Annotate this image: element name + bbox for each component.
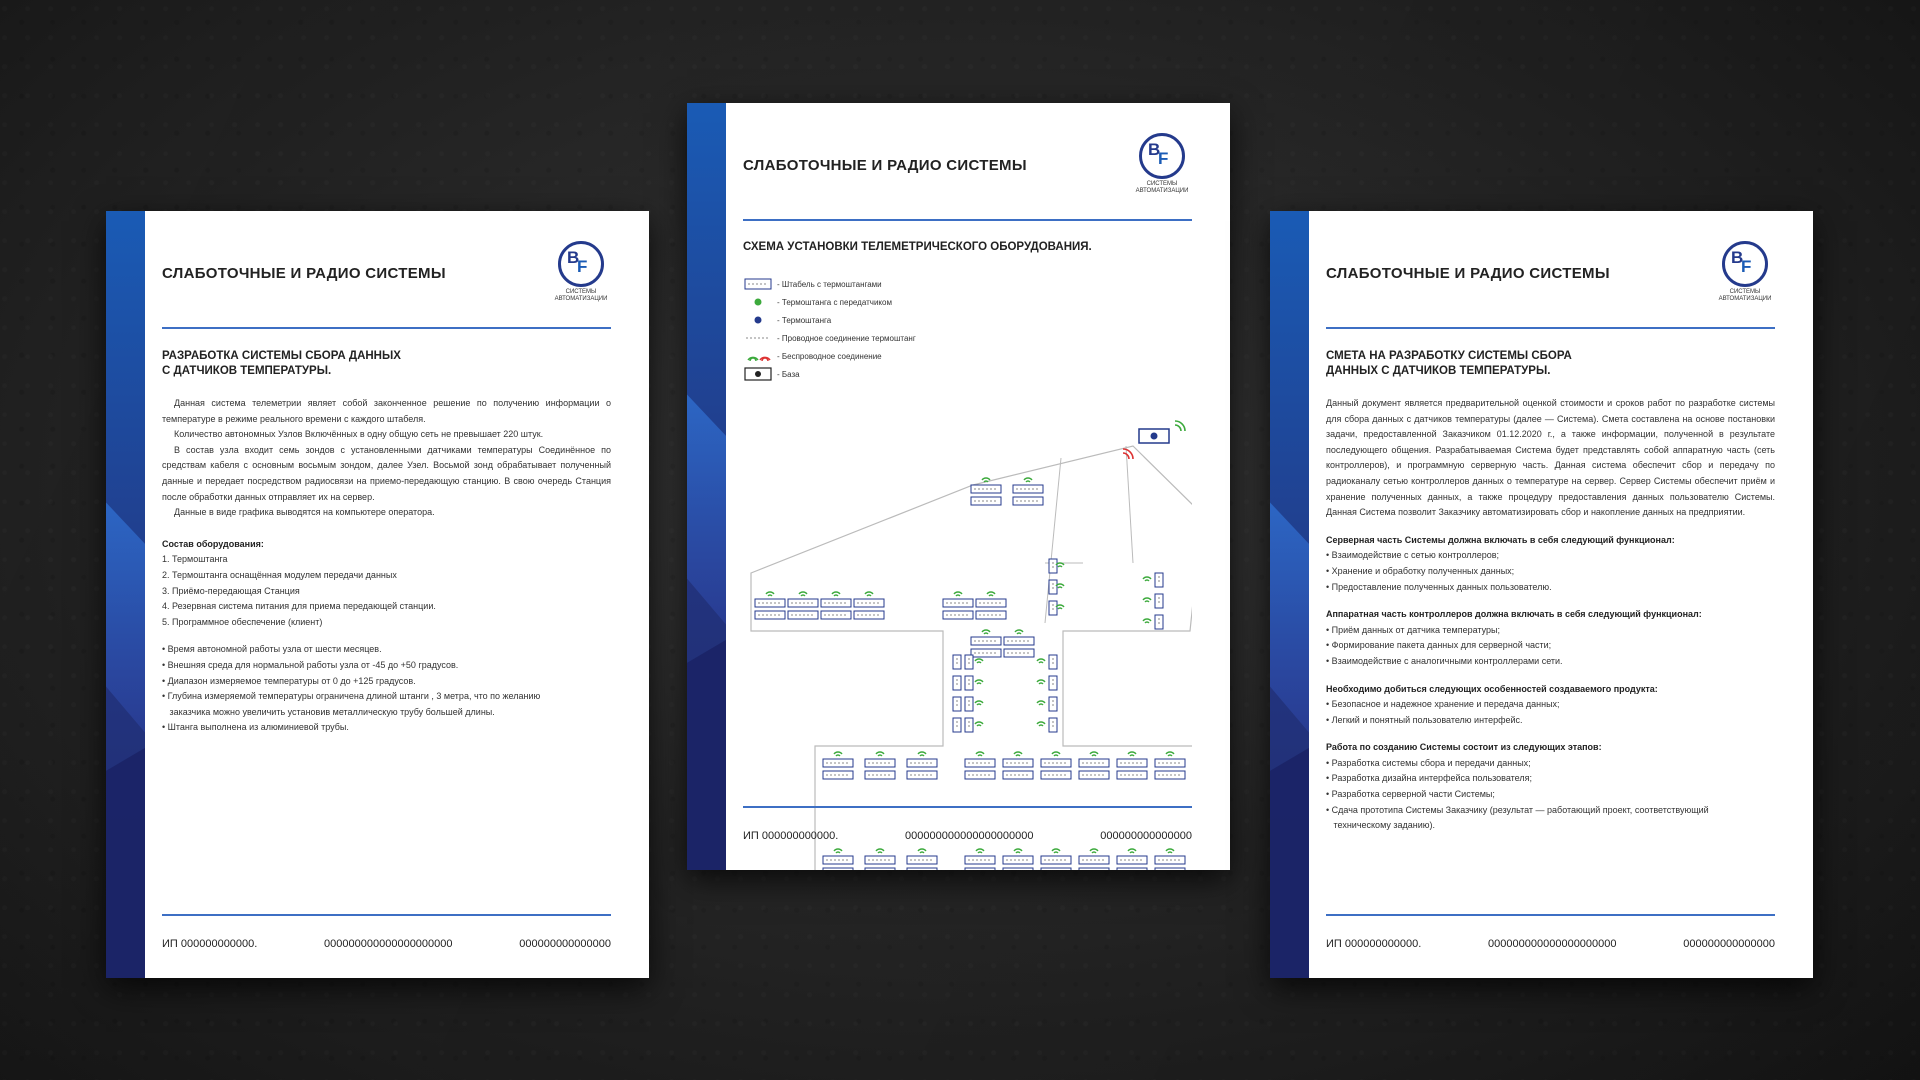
wireless-icon [1037, 722, 1045, 726]
wireless-icon [832, 592, 840, 596]
subtitle-line: СМЕТА НА РАЗРАБОТКУ СИСТЕМЫ СБОРА [1326, 350, 1572, 362]
list-item: 1. Термоштанга [162, 554, 228, 565]
list-item: • Безопасное и надежное хранение и передача данных; [1326, 699, 1560, 710]
list-item: 5. Программное обеспечение (клиент) [162, 616, 323, 627]
list-item: • Формирование пакета данных для серверной части; [1326, 640, 1552, 651]
wireless-icon [954, 592, 962, 596]
wireless-icon [918, 849, 926, 853]
wireless-icon [1128, 849, 1136, 853]
diagram-legend [743, 275, 916, 383]
right-page [1270, 211, 1813, 978]
wireless-icon [975, 680, 983, 684]
paragraph: Данная система телеметрии являет собой законченное решение по получению информации о температуре в режиме реального времени с каждого штабеля. [162, 398, 611, 424]
stack-block [907, 868, 937, 870]
intro-paragraph: Данный документ является предварительной оценкой стоимости и сроков работ по разработке системы для сбора данных с датчиков температуры (далее — Система). Смета составлена на основе постановки задачи, предоставленной Заказчиком 01.12.2020 г., а также информации, полученной в результате последующего общения. Разрабатываемая Система будет представлять собой аппаратную часть (сеть контроллеров), и программную серверную часть. Данная система обеспечит сбор и передачу по радиоканалу сетью контроллеров данных о температуре на сервер. Сервер Системы обеспечит приём и хранение полученных данных, а также процедуру предоставления данных пользователю Системы. Данная Система позволит Заказчику автоматизировать сбор и накопление данных на предприятии. [1326, 398, 1775, 518]
footer-number: 000000000000000 [1683, 938, 1775, 950]
legend-item: - Термоштанга с передатчиком [743, 293, 916, 311]
list-item: • Время автономной работы узла от шести месяцев. [162, 644, 382, 655]
wireless-icon [1037, 659, 1045, 663]
diagram-title: СХЕМА УСТАНОВКИ ТЕЛЕМЕТРИЧЕСКОГО ОБОРУДОВАНИЯ. [743, 241, 1092, 253]
footer-number: 000000000000000000000 [324, 938, 453, 950]
stacks-layer [755, 478, 1185, 870]
list-item: • Сдача прототипа Системы Заказчику (результат — работающий проект, соответствующий [1326, 804, 1709, 815]
footer-divider [743, 806, 1192, 808]
list-item: • Разработка системы сбора и передачи данных; [1326, 757, 1531, 768]
list-item: • Взаимодействие с сетью контроллеров; [1326, 550, 1500, 561]
list-item: • Штанга выполнена из алюминиевой трубы. [162, 722, 349, 733]
blue-dot-icon [753, 315, 763, 325]
wireless-icon [876, 849, 884, 853]
stack-block [965, 868, 995, 870]
wireless-icon [1128, 752, 1136, 756]
document-body [162, 396, 611, 736]
company-logo: B F СИСТЕМЫ АВТОМАТИЗАЦИИ [1132, 133, 1192, 195]
wireless-icon [1015, 630, 1023, 634]
list-item: • Разработка серверной части Системы; [1326, 789, 1495, 800]
left-page-side-stripe [106, 211, 145, 978]
footer-number: 000000000000000 [1100, 830, 1192, 842]
wireless-icon [1014, 752, 1022, 756]
wireless-icon [766, 592, 774, 596]
page-footer [1326, 938, 1775, 950]
document-subtitle [162, 349, 401, 379]
stack-block [1041, 868, 1071, 870]
list-item: 2. Термоштанга оснащённая модулем передачи данных [162, 569, 397, 580]
paragraph: В состав узла входит семь зондов с установленными датчиками температуры Соединённое по средствам кабеля с основным восьмым зондом, далее Узел. Восьмой зонд обрабатывает полученный данные и передает посредством радиосвязи на приемо-передающую станцию. В свою очередь Станция после обработки данных отправляет их на сервер. [162, 444, 611, 502]
list-item: 3. Приёмо-передающая Станция [162, 585, 300, 596]
footer-number: 000000000000000 [519, 938, 611, 950]
stack-block [1155, 868, 1185, 870]
legend-item: - База [743, 365, 916, 383]
legend-item: - Штабель с термоштангами [743, 275, 916, 293]
list-item: • Разработка дизайна интерфейса пользователя; [1326, 773, 1533, 784]
stack-block [1079, 868, 1109, 870]
stack-block [1003, 868, 1033, 870]
paragraph: Количество автономных Узлов Включённых в одну общую сеть не превышает 220 штук. [174, 429, 544, 440]
wireless-icon [1052, 752, 1060, 756]
list-item: 4. Резервная система питания для приема передающей станции. [162, 601, 436, 612]
wireless-icon [1024, 478, 1032, 482]
stack-block [1117, 868, 1147, 870]
wireless-icon [976, 849, 984, 853]
left-page [106, 211, 649, 978]
page-footer [743, 830, 1192, 842]
footer-ip: ИП 000000000000. [743, 830, 839, 842]
base-icon [744, 367, 772, 381]
wireless-icon [975, 722, 983, 726]
wireless-icon [834, 752, 842, 756]
list-item: • Диапазон измеряемое температуры от 0 до +125 градусов. [162, 675, 416, 686]
paragraph: Данные в виде графика выводятся на компьютере оператора. [174, 507, 435, 518]
list-item: • Глубина измеряемой температуры ограничена длиной штанги , 3 метра, что по желанию [162, 691, 541, 702]
page-footer [162, 938, 611, 950]
wireless-icon [876, 752, 884, 756]
wireless-icon [1143, 619, 1151, 623]
equipment-heading: Состав оборудования: [162, 538, 264, 549]
page-header-title: СЛАБОТОЧНЫЕ И РАДИО СИСТЕМЫ [743, 157, 1027, 174]
dashed-line-icon [744, 335, 772, 341]
page-header-title: СЛАБОТОЧНЫЕ И РАДИО СИСТЕМЫ [162, 265, 446, 282]
wireless-icon [976, 752, 984, 756]
legend-item: - Беспроводное соединение [743, 347, 916, 365]
page-header-title: СЛАБОТОЧНЫЕ И РАДИО СИСТЕМЫ [1326, 265, 1610, 282]
wireless-icon [1166, 849, 1174, 853]
wireless-icon [865, 592, 873, 596]
company-logo: B F СИСТЕМЫ АВТОМАТИЗАЦИИ [551, 241, 611, 303]
section-heading: Работа по созданию Системы состоит из следующих этапов: [1326, 742, 1602, 753]
logo-caption: СИСТЕМЫ АВТОМАТИЗАЦИИ [1718, 289, 1772, 302]
list-item: • Легкий и понятный пользователю интерфейс. [1326, 714, 1523, 725]
footer-divider [1326, 914, 1775, 916]
section-heading: Аппаратная часть контроллеров должна включать в себя следующий функционал: [1326, 609, 1702, 620]
subtitle-line: ДАННЫХ С ДАТЧИКОВ ТЕМПЕРАТУРЫ. [1326, 365, 1551, 377]
wireless-icon [975, 701, 983, 705]
header-divider [162, 327, 611, 329]
section-heading: Серверная часть Системы должна включать в себя следующий функционал: [1326, 534, 1675, 545]
document-subtitle [1326, 349, 1572, 379]
footer-ip: ИП 000000000000. [1326, 938, 1422, 950]
wireless-icon [1037, 680, 1045, 684]
wireless-icon [1090, 849, 1098, 853]
wireless-icon [982, 630, 990, 634]
header-divider [743, 219, 1192, 221]
footer-ip: ИП 000000000000. [162, 938, 258, 950]
list-item: заказчика можно увеличить установив металлическую трубу большей длины. [162, 706, 495, 717]
green-dot-icon [753, 297, 763, 307]
wireless-icon [799, 592, 807, 596]
center-page [687, 103, 1230, 870]
wireless-icon [987, 592, 995, 596]
legend-item: - Проводное соединение термоштанг [743, 329, 916, 347]
subtitle-line: РАЗРАБОТКА СИСТЕМЫ СБОРА ДАННЫХ [162, 350, 401, 362]
list-item: • Приём данных от датчика температуры; [1326, 624, 1500, 635]
legend-item: - Термоштанга [743, 311, 916, 329]
wireless-icon [918, 752, 926, 756]
footer-number: 000000000000000000000 [1488, 938, 1617, 950]
wireless-icon [1090, 752, 1098, 756]
footer-divider [162, 914, 611, 916]
wireless-icon [1014, 849, 1022, 853]
list-item: • Взаимодействие с аналогичными контроллерами сети. [1326, 655, 1563, 666]
list-item: техническому заданию). [1326, 820, 1435, 831]
footer-number: 000000000000000000000 [905, 830, 1034, 842]
wireless-icon [1166, 752, 1174, 756]
stack-block [865, 868, 895, 870]
section-heading: Необходимо добиться следующих особенностей создаваемого продукта: [1326, 683, 1658, 694]
wireless-icon [1175, 421, 1185, 431]
company-logo: B F СИСТЕМЫ АВТОМАТИЗАЦИИ [1715, 241, 1775, 303]
wireless-icon [1052, 849, 1060, 853]
list-item: • Внешняя среда для нормальной работы узла от -45 до +50 градусов. [162, 659, 459, 670]
wireless-icon [744, 350, 772, 362]
subtitle-line: С ДАТЧИКОВ ТЕМПЕРАТУРЫ. [162, 365, 332, 377]
wireless-icon [975, 659, 983, 663]
right-page-side-stripe [1270, 211, 1309, 978]
logo-caption: СИСТЕМЫ АВТОМАТИЗАЦИИ [1135, 181, 1189, 194]
wireless-icon [1143, 577, 1151, 581]
list-item: • Предоставление полученных данных пользователю. [1326, 581, 1552, 592]
wireless-icon [1143, 598, 1151, 602]
logo-caption: СИСТЕМЫ АВТОМАТИЗАЦИИ [554, 289, 608, 302]
center-page-side-stripe [687, 103, 726, 870]
wireless-icon [1037, 701, 1045, 705]
wireless-icon [1123, 449, 1133, 459]
list-item: • Хранение и обработку полученных данных; [1326, 565, 1515, 576]
stack-block [823, 868, 853, 870]
document-body [1326, 396, 1775, 834]
stack-icon [744, 278, 772, 290]
wireless-icon [834, 849, 842, 853]
header-divider [1326, 327, 1775, 329]
